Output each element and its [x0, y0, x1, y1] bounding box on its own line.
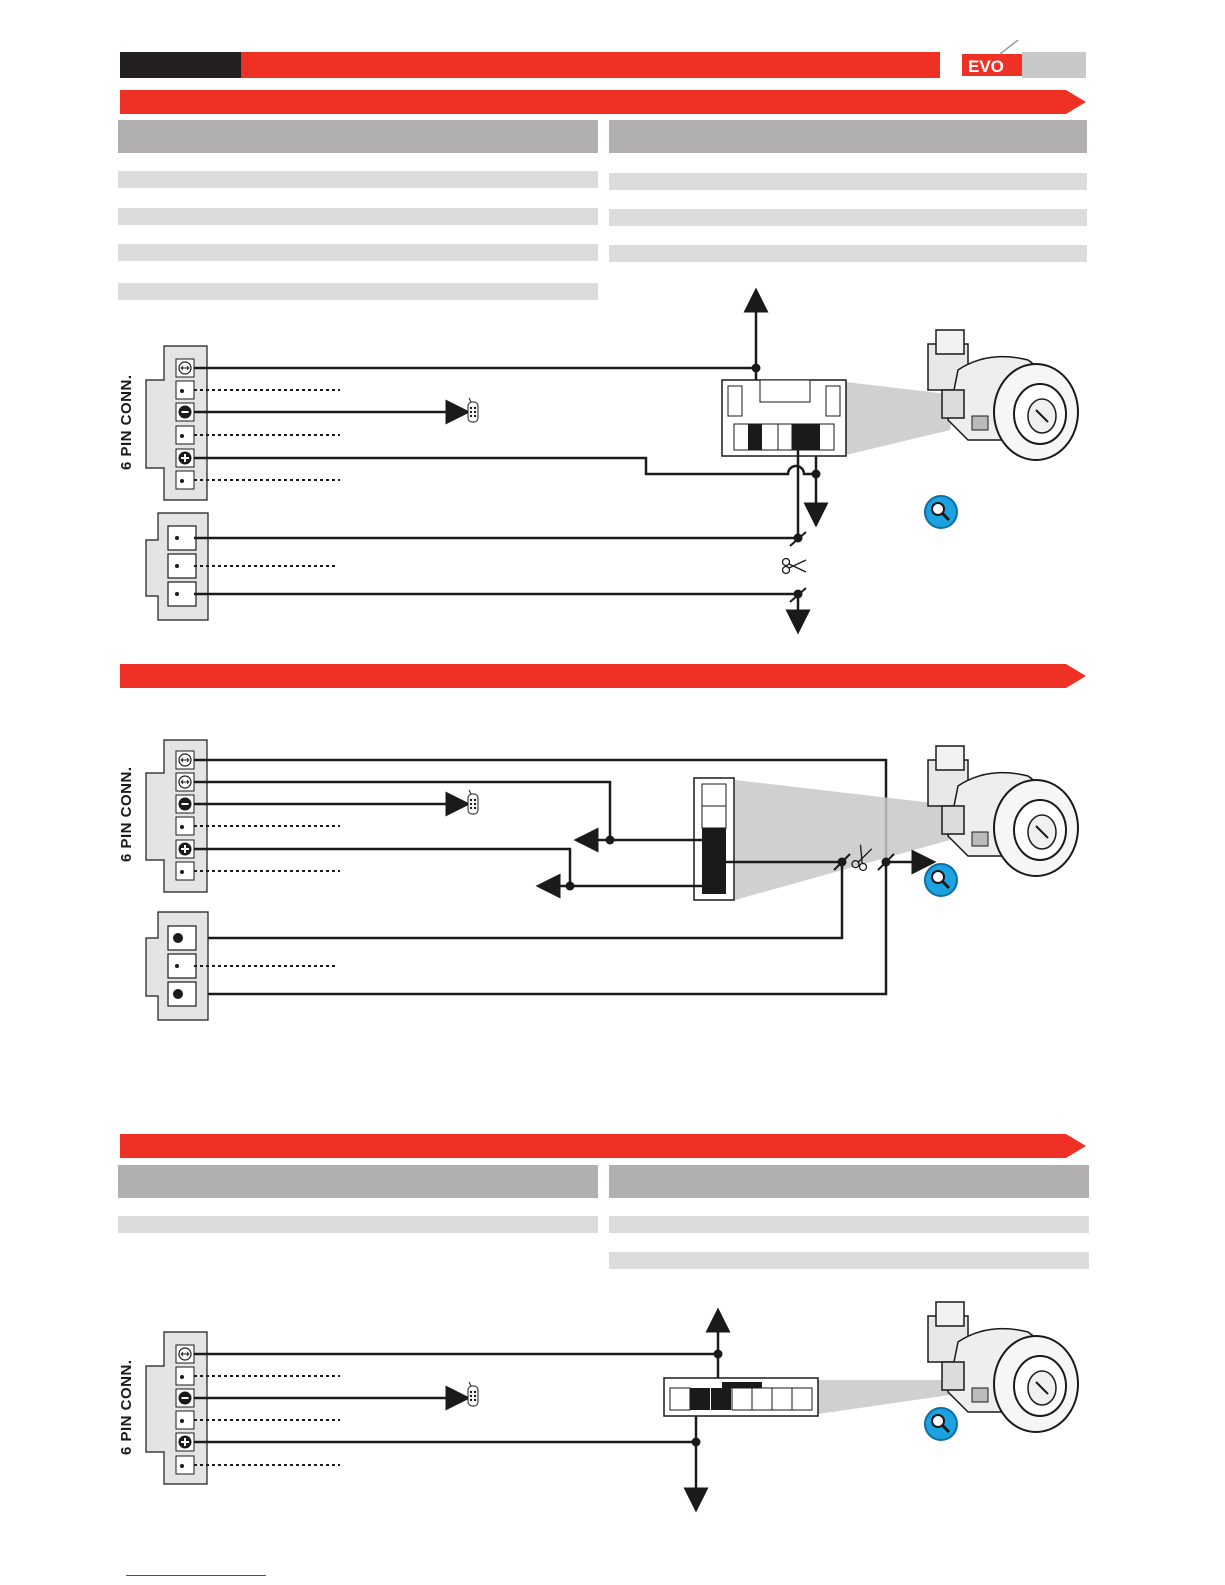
connector-label: 6 PIN CONN. — [118, 766, 135, 862]
diagram-2 — [146, 740, 1078, 1020]
connector-label: 6 PIN CONN. — [118, 374, 135, 470]
magnifier-icon[interactable] — [925, 496, 957, 528]
connector-label: 6 PIN CONN. — [118, 1359, 135, 1455]
ignition-switch-icon — [928, 746, 1078, 876]
logo-text: EVO — [968, 57, 1004, 76]
magnifier-icon[interactable] — [925, 864, 957, 896]
diagram-1 — [146, 300, 1078, 622]
ignition-switch-icon — [928, 330, 1078, 460]
diagram-3 — [146, 1302, 1078, 1500]
scissors-icon — [783, 559, 807, 574]
footer-link-underline — [126, 1575, 266, 1576]
magnifier-icon[interactable] — [925, 1408, 957, 1440]
